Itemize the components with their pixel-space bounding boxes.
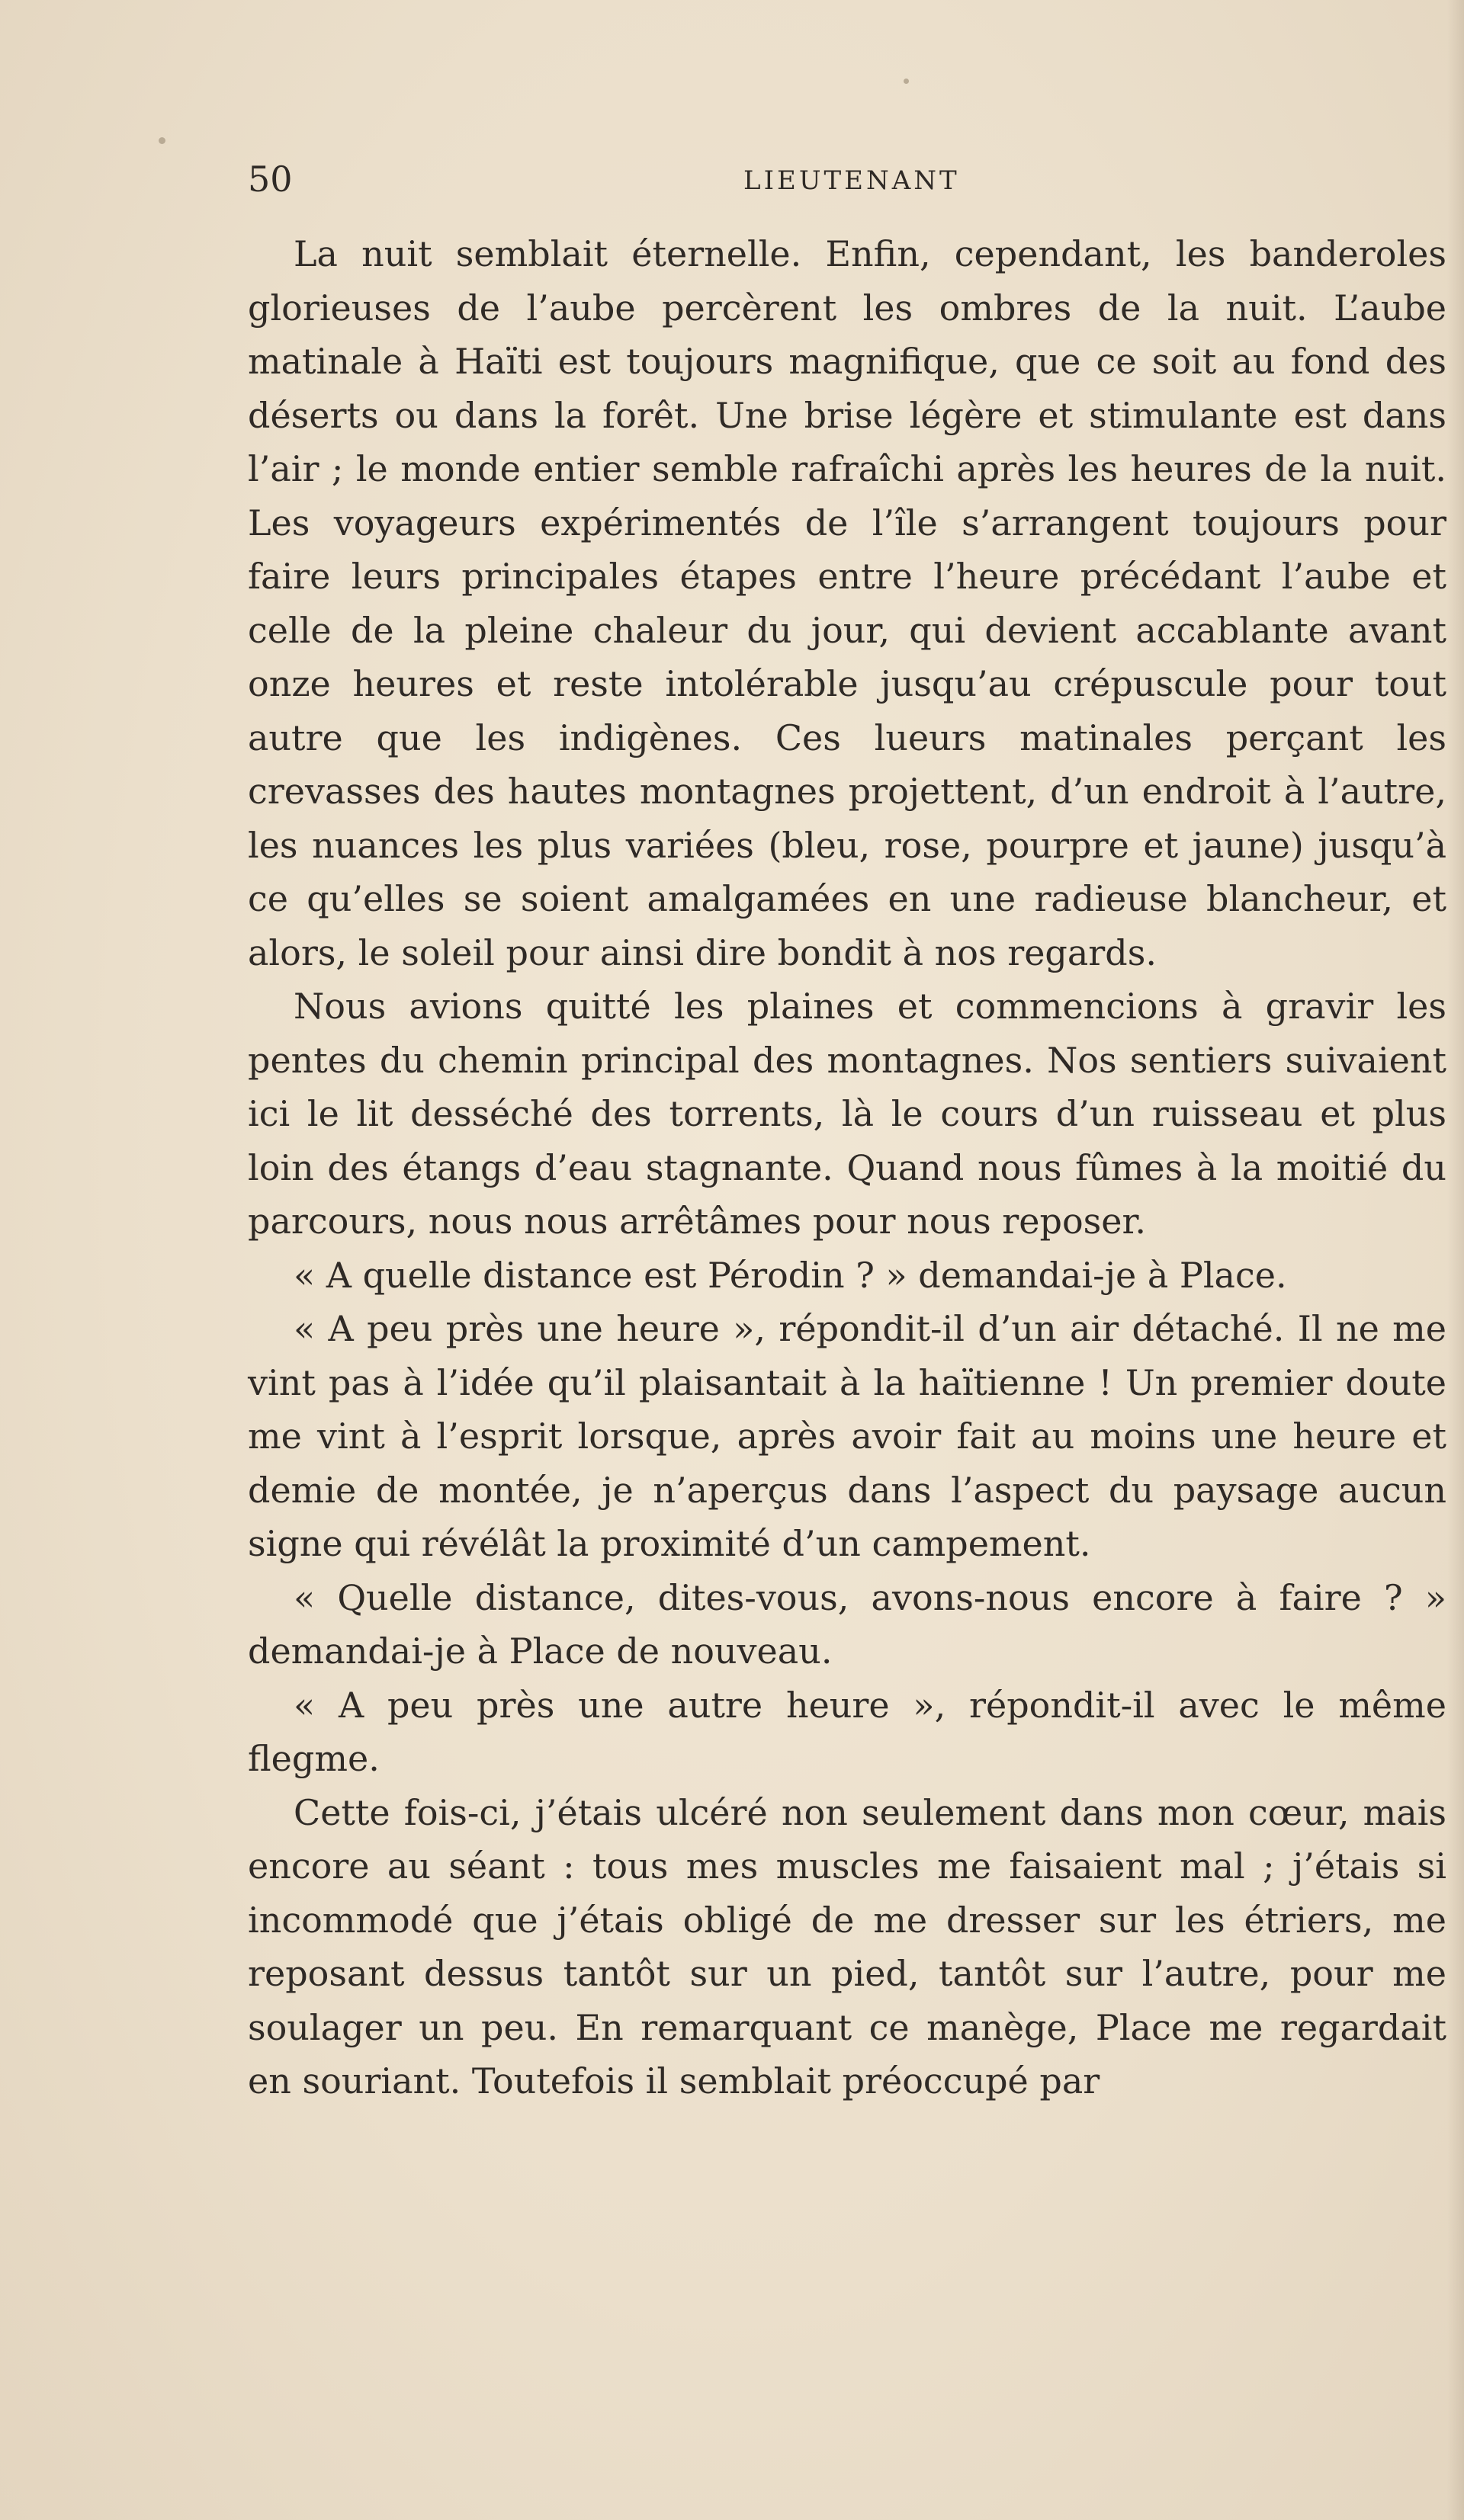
paper-speck [904, 79, 909, 84]
page-header [248, 156, 1464, 210]
page-edge-shadow [1447, 0, 1464, 2520]
body-text [248, 227, 1446, 2108]
paragraph: La nuit semblait éternelle. Enfin, cependant, les banderoles glorieuses de l’aube percèrent les ombres de la nuit. L’aube matinale à Haïti est toujours magnifique, que ce soit au fond des déserts ou dans la forêt. Une brise légère et stimulante est dans l’air ; le monde entier semble rafraîchi après les heures de la nuit. Les voyageurs expérimentés de l’île s’arrangent toujours pour faire leurs principales étapes entre l’heure précédant l’aube et celle de la pleine chaleur du jour, qui devient accablante avant onze heures et reste intolérable jusqu’au crépuscule pour tout autre que les indigènes. Ces lueurs matinales perçant les crevasses des hautes montagnes projettent, d’un endroit à l’autre, les nuances les plus variées (bleu, rose, pourpre et jaune) jusqu’à ce qu’elles se soient amalgamées en une radieuse blancheur, et alors, le soleil pour ainsi dire bondit à nos regards. [248, 233, 1446, 973]
paragraph: « A peu près une heure », répondit-il d’un air détaché. Il ne me vint pas à l’idée qu’il plaisantait à la haïtienne ! Un premier doute me vint à l’esprit lorsque, après avoir fait au moins une heure et demie de montée, je n’aperçus dans l’aspect du paysage aucun signe qui révélât la proximité d’un campement. [248, 1308, 1446, 1564]
paragraph: « A peu près une autre heure », répondit-il avec le même flegme. [248, 1684, 1446, 1779]
paragraph: « Quelle distance, dites-vous, avons-nous encore à faire ? » demandai-je à Place de nouveau. [248, 1576, 1446, 1672]
running-head: LIEUTENANT [743, 165, 960, 196]
paragraph: Nous avions quitté les plaines et commencions à gravir les pentes du chemin principal des montagnes. Nos sentiers suivaient ici le lit desséché des torrents, là le cours d’un ruisseau et plus loin des étangs d’eau stagnante. Quand nous fûmes à la moitié du parcours, nous nous arrêtâmes pour nous reposer. [248, 986, 1446, 1242]
paper-speck [159, 137, 165, 144]
paragraph: « A quelle distance est Pérodin ? » demandai-je à Place. [294, 1254, 1287, 1296]
page-number: 50 [248, 159, 293, 200]
paragraph: Cette fois-ci, j’étais ulcéré non seulement dans mon cœur, mais encore au séant : tous mes muscles me faisaient mal ; j’étais si incommodé que j’étais obligé de me dresser sur les étriers, me reposant dessus tantôt sur un pied, tantôt sur l’autre, pour me soulager un peu. En remarquant ce manège, Place me regardait en souriant. Toutefois il semblait préoccupé par [248, 1791, 1446, 2102]
